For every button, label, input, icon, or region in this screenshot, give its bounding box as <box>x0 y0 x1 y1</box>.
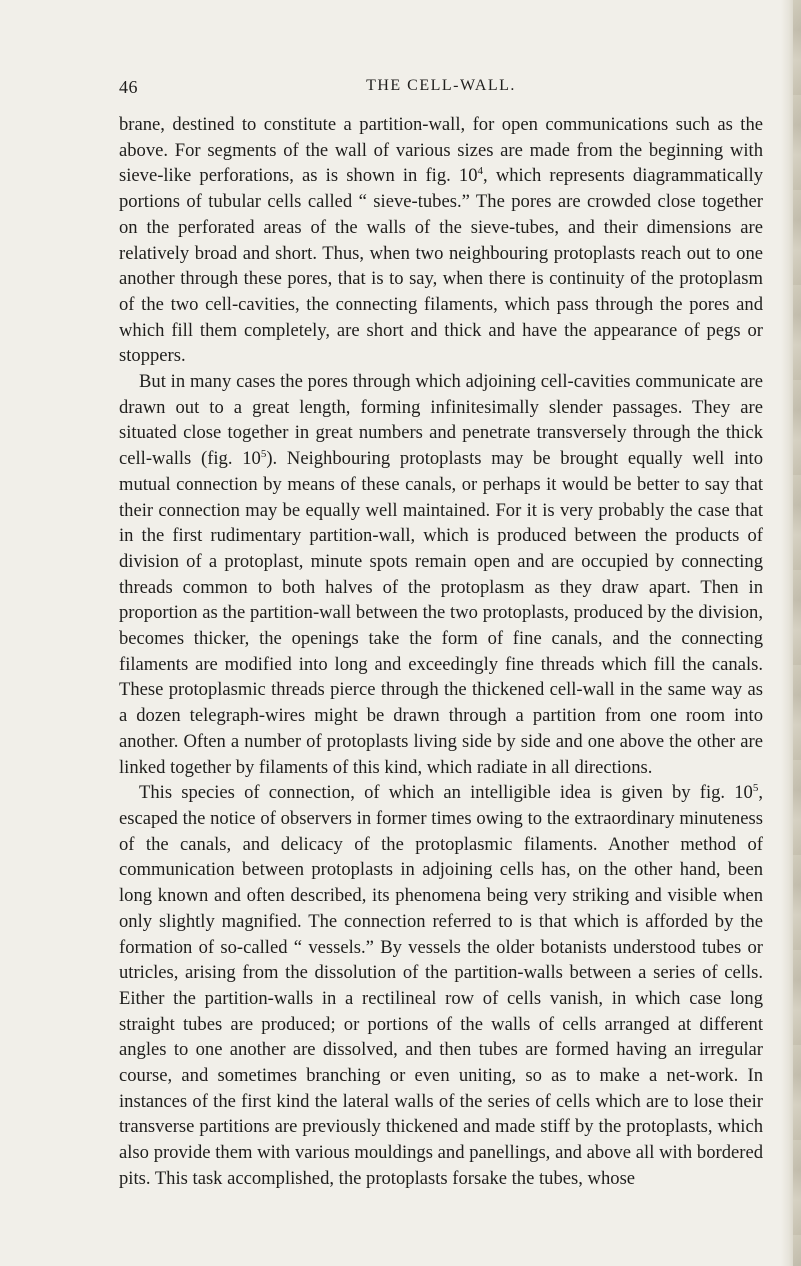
text-run: But in many cases the pores through which adjoining cell-cavities communicate are drawn out to a great length, forming infinitesimally slender passages. They are situated close together in great numbers and penetrate transversely through the thick cell-walls (fig. 10 <box>119 371 763 470</box>
paragraph-1 <box>119 112 763 369</box>
text-run: ). Neighbouring protoplasts may be brought equally well into mutual connection by means of these canals, or perhaps it would be better to say that their connection may be equally well maintained. For it is very probably the case that in the first rudimentary partition-wall, which is produced between the products of division of a protoplast, minute spots remain open and are occupied by connecting threads common to both halves of the protoplasm as they draw apart. Then in proportion as the partition-wall between the two protoplasts, produced by the division, becomes thicker, the openings take the form of fine canals, and the connecting filaments are modified into long and exceedingly fine threads which fill the canals. These protoplasmic threads pierce through the thickened cell-wall in the same way as a dozen telegraph-wires might be drawn through a partition from one room into another. Often a number of protoplasts living side by side and one above the other are linked together by filaments of this kind, which radiate in all directions. <box>119 448 764 778</box>
running-head: THE CELL-WALL. <box>366 77 516 94</box>
text-run: brane, destined to constitute a partition-wall, for open communications such as the above. For segments of the wall of various sizes are made from the beginning with sieve-like perforations, as is shown in fig. 10 <box>119 114 763 187</box>
paragraph-2 <box>119 369 763 780</box>
text-run: , escaped the notice of observers in former times owing to the extraordinary minuteness of the canals, and delicacy of the protoplasmic filaments. Another method of communication between protoplasts in adjoining cells has, on the other hand, been long known and often described, its phenomena being very striking and visible when only slightly magnified. The connection referred to is that which is afforded by the formation of so-called “ vessels.” By vessels the older botanists understood tubes or utricles, arising from the dissolution of the partition-walls between a series of cells. Either the partition-walls in a rectilineal row of cells vanish, in which case long straight tubes are produced; or portions of the walls of cells arranged at different angles to one another are dissolved, and then tubes are formed having an irregular course, and sometimes branching or even uniting, so as to make a net-work. In instances of the first kind the lateral walls of the series of cells which are to lose their transverse partitions are previously thickened and made stiff by the protoplasts, which also provide them with various mouldings and panellings, and above all with bordered pits. This task accomplished, the protoplasts forsake the tubes, whose <box>119 782 763 1189</box>
text-run: This species of connection, of which an intelligible idea is given by fig. 10 <box>139 782 753 804</box>
page-number: 46 <box>119 77 138 97</box>
figure-superscript: 5 <box>752 782 759 795</box>
body-text <box>119 112 763 1192</box>
page-header <box>119 77 763 103</box>
paragraph-3 <box>119 780 763 1191</box>
text-run: , which represents diagrammatically portions of tubular cells called “ sieve-tubes.” The pores are crowded close together on the perforated areas of the walls of the sieve-tubes, and their dimensions are relatively broad and short. Thus, when two neighbouring protoplasts reach out to one another through these pores, that is to say, when there is continuity of the protoplasm of the two cell-cavities, the connecting filaments, which pass through the pores and which fill them completely, are short and thick and have the appearance of pegs or stoppers. <box>119 165 764 367</box>
figure-superscript: 4 <box>477 165 484 178</box>
page-edge-shadow <box>793 0 801 1266</box>
figure-superscript: 5 <box>260 448 267 461</box>
